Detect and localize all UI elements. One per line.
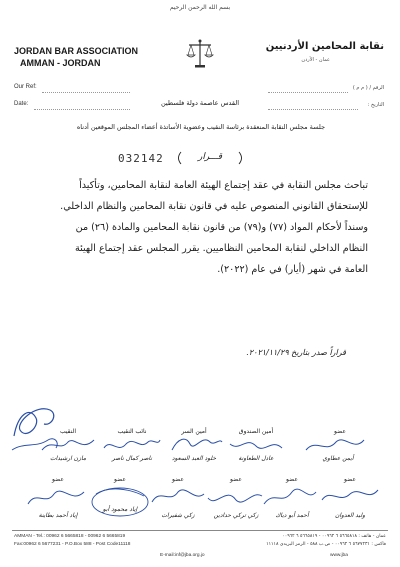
footer-contact-en: AMMAN - Tel.: 00962 6 5665818 - 00962 6 5665819 [14,534,126,539]
signature-scribble [226,434,286,456]
signatory-name: مازن ارشيدات [49,455,87,462]
reference-number: 032142 [118,152,164,165]
body-line: تباحث مجلس النقابة في عقد إجتماع الهيئة العامة لنقابة المحامين، وتأكيداً [79,180,368,191]
signatory-title: النقيب [59,428,77,435]
signatory-title: عضو [334,428,346,435]
date-label: Date: [14,101,29,107]
our-ref-label: Our Ref: [14,84,37,90]
signatory-title: نائب النقيب [117,428,147,435]
signature-scribble [38,434,98,456]
signatory-name: إياد أحمد بطاينة [38,512,78,519]
scales-of-justice-logo [186,38,214,70]
signature-scribble [300,434,370,456]
signatory-title: عضو [230,476,242,483]
body-line: النظام الداخلي لنقابة المحامين النظاميين. يقرر المجلس عقد إجتماع الهيئة [74,243,368,254]
signatory-title: أمين الصندوق [238,428,274,435]
session-line: جلسة مجلس النقابة المنعقدة برئاسة النقيب وعضوية الأساتذة أعضاء المجلس الموقعين أدناه [76,123,326,131]
signatory-name: إياد محمود أبو [102,506,138,513]
decision-body [34,175,368,280]
signature-scribble [24,484,88,510]
signatory-title: عضو [114,476,126,483]
signature-scribble [258,484,320,510]
org-name-ar: نقابة المحامين الأردنيين [265,41,384,52]
footer-address-ar: فاكس : ٥٦٧٧٢٣١ ٦ ٠٠٩٦٢ - ص.ب ٥٨٨ - الرمز البريدي ١١١١٨ [266,542,386,547]
signature-scribble [100,434,164,456]
signatory-name: أحمد أبو دياك [275,512,309,519]
footer-divider [12,530,388,531]
signatory-name: أيمن عطاوي [322,455,354,462]
signatory-title: عضو [344,476,356,483]
signature-scribble [318,484,382,510]
body-line: العامة في شهر (أيار) في عام (٢٠٢٢). [217,264,368,275]
ref-ar-line [268,91,348,93]
basmala: بسم الله الرحمن الرحيم [169,4,231,11]
body-line: وسنداً لأحكام المواد (٧٧) و(٧٩) من قانون نقابة المحامين والمادة (٢٦) من [75,222,368,233]
body-line: للإستحقاق القانوني المنصوص عليه في قانون نقابة المحامين والنظام الداخلي. [60,201,368,212]
signatory-title: أمين السر [181,428,207,435]
signatory-name: زكي تركي حدادين [213,512,259,519]
signatory-title: عضو [172,476,184,483]
decision-word: قـــرار [197,152,223,162]
date-ar-line [268,108,358,110]
signatory-name: ناصر كمال ناصر [111,455,153,462]
signature-scribble [146,484,208,510]
footer-email[interactable]: E-mail:inf@jba.org.jo [160,553,205,558]
signature-scribble [204,484,266,510]
footer-contact-ar: عمان - هاتف : ٥٦٦٥٨١٨ ٦ ٠٠٩٦٢ - ٥٦٦٥٨١٩ ٦ ٠٠٩٦٢ [282,534,386,539]
jerusalem-line: القدس عاصمة دولة فلسطين [160,99,240,107]
org-title-en: JORDAN BAR ASSOCIATION [14,46,139,56]
date-ar-label: التاريخ : [367,102,384,108]
signatory-name: عادل الطعاونة [238,455,274,462]
signatory-name: وليد العدوان [334,512,366,519]
org-city-en: AMMAN - JORDAN [20,58,101,68]
our-ref-line [42,91,130,93]
date-line [34,108,130,110]
org-city-ar: عمان - الأردن [301,57,330,63]
footer-website[interactable]: www.jba [330,553,348,558]
signature-stamp [88,484,152,518]
issued-date-line: قراراً صدر بتاريخ ٢٠٢١/١١/٢٩. [246,348,346,357]
signatory-name: زكي شفيرات [161,512,195,519]
footer-address-en: Fax:00962 6 5677231 - P.O.Box 588 - Post Code11118 [14,542,131,547]
ref-ar-label: الرقم / ( م م ) [352,85,384,91]
signatory-name: خلود العبد السعود [171,455,217,462]
signature-scribble [166,432,226,454]
signatory-title: عضو [52,476,64,483]
org-name-en [14,45,138,69]
signatory-title: عضو [286,476,298,483]
